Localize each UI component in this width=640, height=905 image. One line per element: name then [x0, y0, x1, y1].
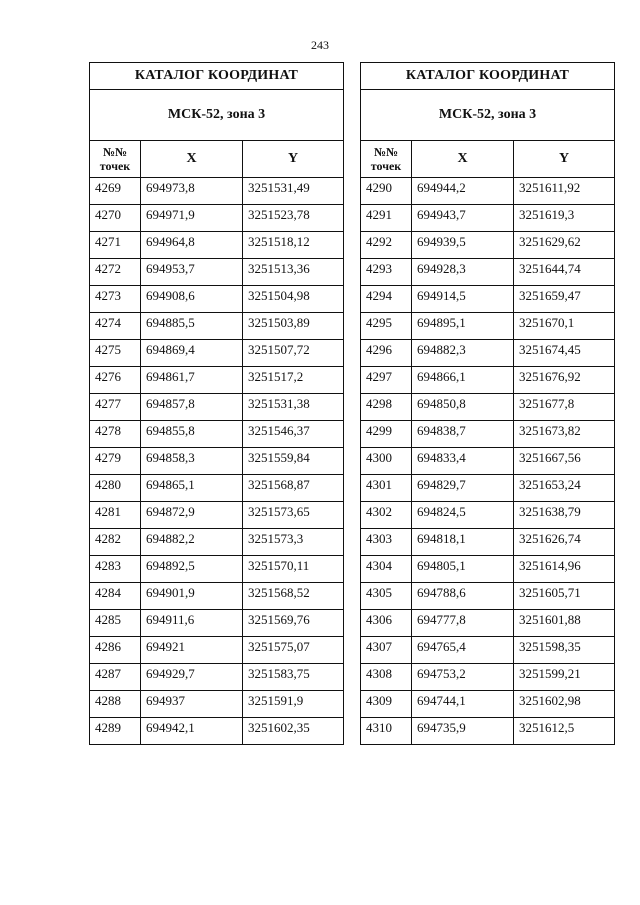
x-coordinate-cell: 694928,3 [412, 259, 514, 286]
table-row [361, 394, 615, 421]
table-row [361, 475, 615, 502]
y-coordinate-cell: 3251638,79 [514, 502, 615, 529]
table-row [361, 313, 615, 340]
x-coordinate-cell: 694937 [141, 691, 243, 718]
y-coordinate-cell: 3251517,2 [243, 367, 344, 394]
x-coordinate-cell: 694929,7 [141, 664, 243, 691]
x-coordinate-cell: 694765,4 [412, 637, 514, 664]
table-row [90, 421, 344, 448]
point-number-cell: 4280 [90, 475, 141, 502]
y-coordinate-cell: 3251598,35 [514, 637, 615, 664]
point-number-header-line1: №№ [102, 145, 128, 159]
point-number-cell: 4279 [90, 448, 141, 475]
y-coordinate-cell: 3251546,37 [243, 421, 344, 448]
x-header: X [141, 141, 243, 178]
x-coordinate-cell: 694777,8 [412, 610, 514, 637]
table-row [361, 502, 615, 529]
table-row [90, 448, 344, 475]
y-coordinate-cell: 3251531,38 [243, 394, 344, 421]
table-row [361, 448, 615, 475]
x-coordinate-cell: 694939,5 [412, 232, 514, 259]
y-coordinate-cell: 3251583,75 [243, 664, 344, 691]
y-coordinate-cell: 3251573,3 [243, 529, 344, 556]
point-number-cell: 4276 [90, 367, 141, 394]
table-row [90, 394, 344, 421]
point-number-cell: 4274 [90, 313, 141, 340]
coordinate-catalog-left [89, 62, 344, 745]
y-coordinate-cell: 3251507,72 [243, 340, 344, 367]
point-number-cell: 4296 [361, 340, 412, 367]
catalog-title: КАТАЛОГ КООРДИНАТ [361, 63, 615, 90]
catalog-body [90, 178, 344, 745]
x-coordinate-cell: 694788,6 [412, 583, 514, 610]
x-coordinate-cell: 694892,5 [141, 556, 243, 583]
y-coordinate-cell: 3251667,56 [514, 448, 615, 475]
x-coordinate-cell: 694943,7 [412, 205, 514, 232]
table-row [361, 286, 615, 313]
y-coordinate-cell: 3251503,89 [243, 313, 344, 340]
page-number: 243 [311, 38, 329, 52]
point-number-cell: 4299 [361, 421, 412, 448]
x-coordinate-cell: 694735,9 [412, 718, 514, 745]
x-coordinate-cell: 694964,8 [141, 232, 243, 259]
x-coordinate-cell: 694818,1 [412, 529, 514, 556]
y-coordinate-cell: 3251626,74 [514, 529, 615, 556]
table-row [361, 637, 615, 664]
point-number-cell: 4288 [90, 691, 141, 718]
table-row [361, 205, 615, 232]
point-number-cell: 4295 [361, 313, 412, 340]
y-coordinate-cell: 3251619,3 [514, 205, 615, 232]
point-number-cell: 4277 [90, 394, 141, 421]
x-coordinate-cell: 694855,8 [141, 421, 243, 448]
x-coordinate-cell: 694944,2 [412, 178, 514, 205]
y-coordinate-cell: 3251676,92 [514, 367, 615, 394]
y-coordinate-cell: 3251612,5 [514, 718, 615, 745]
y-coordinate-cell: 3251523,78 [243, 205, 344, 232]
x-coordinate-cell: 694861,7 [141, 367, 243, 394]
table-row [90, 340, 344, 367]
table-row [90, 664, 344, 691]
table-row [90, 718, 344, 745]
point-number-cell: 4309 [361, 691, 412, 718]
table-row [361, 421, 615, 448]
y-coordinate-cell: 3251644,74 [514, 259, 615, 286]
point-number-cell: 4275 [90, 340, 141, 367]
point-number-cell: 4294 [361, 286, 412, 313]
table-row [361, 340, 615, 367]
y-coordinate-cell: 3251573,65 [243, 502, 344, 529]
x-coordinate-cell: 694858,3 [141, 448, 243, 475]
y-coordinate-cell: 3251677,8 [514, 394, 615, 421]
x-coordinate-cell: 694829,7 [412, 475, 514, 502]
table-row [90, 556, 344, 583]
y-coordinate-cell: 3251611,92 [514, 178, 615, 205]
point-number-cell: 4291 [361, 205, 412, 232]
y-coordinate-cell: 3251575,07 [243, 637, 344, 664]
y-coordinate-cell: 3251602,35 [243, 718, 344, 745]
point-number-header [361, 141, 412, 178]
point-number-cell: 4307 [361, 637, 412, 664]
point-number-cell: 4287 [90, 664, 141, 691]
y-coordinate-cell: 3251614,96 [514, 556, 615, 583]
y-coordinate-cell: 3251569,76 [243, 610, 344, 637]
table-row [90, 475, 344, 502]
x-coordinate-cell: 694805,1 [412, 556, 514, 583]
point-number-cell: 4292 [361, 232, 412, 259]
y-coordinate-cell: 3251531,49 [243, 178, 344, 205]
table-row [361, 232, 615, 259]
point-number-cell: 4273 [90, 286, 141, 313]
table-row [361, 178, 615, 205]
table-row [90, 637, 344, 664]
x-coordinate-cell: 694914,5 [412, 286, 514, 313]
point-number-cell: 4281 [90, 502, 141, 529]
point-number-cell: 4272 [90, 259, 141, 286]
x-coordinate-cell: 694973,8 [141, 178, 243, 205]
table-row [90, 367, 344, 394]
y-coordinate-cell: 3251605,71 [514, 583, 615, 610]
x-coordinate-cell: 694865,1 [141, 475, 243, 502]
point-number-cell: 4298 [361, 394, 412, 421]
catalog-zone: МСК-52, зона 3 [361, 90, 615, 141]
y-coordinate-cell: 3251570,11 [243, 556, 344, 583]
table-row [361, 367, 615, 394]
point-number-cell: 4303 [361, 529, 412, 556]
x-coordinate-cell: 694872,9 [141, 502, 243, 529]
x-coordinate-cell: 694744,1 [412, 691, 514, 718]
point-number-cell: 4269 [90, 178, 141, 205]
point-number-header [90, 141, 141, 178]
table-row [361, 529, 615, 556]
point-number-cell: 4283 [90, 556, 141, 583]
table-row [90, 286, 344, 313]
x-coordinate-cell: 694753,2 [412, 664, 514, 691]
point-number-cell: 4297 [361, 367, 412, 394]
x-coordinate-cell: 694824,5 [412, 502, 514, 529]
point-number-cell: 4285 [90, 610, 141, 637]
x-coordinate-cell: 694953,7 [141, 259, 243, 286]
point-number-cell: 4278 [90, 421, 141, 448]
point-number-cell: 4293 [361, 259, 412, 286]
catalog-zone: МСК-52, зона 3 [90, 90, 344, 141]
point-number-cell: 4302 [361, 502, 412, 529]
x-coordinate-cell: 694971,9 [141, 205, 243, 232]
x-coordinate-cell: 694942,1 [141, 718, 243, 745]
x-coordinate-cell: 694882,2 [141, 529, 243, 556]
x-coordinate-cell: 694850,8 [412, 394, 514, 421]
table-row [90, 178, 344, 205]
y-header: Y [514, 141, 615, 178]
point-number-header-line1: №№ [373, 145, 399, 159]
y-coordinate-cell: 3251559,84 [243, 448, 344, 475]
catalog-title: КАТАЛОГ КООРДИНАТ [90, 63, 344, 90]
y-coordinate-cell: 3251504,98 [243, 286, 344, 313]
y-header: Y [243, 141, 344, 178]
table-row [90, 259, 344, 286]
point-number-cell: 4300 [361, 448, 412, 475]
point-number-header-line2: точек [99, 159, 131, 173]
x-coordinate-cell: 694838,7 [412, 421, 514, 448]
point-number-cell: 4289 [90, 718, 141, 745]
point-number-cell: 4305 [361, 583, 412, 610]
table-row [90, 205, 344, 232]
x-coordinate-cell: 694882,3 [412, 340, 514, 367]
table-row [361, 610, 615, 637]
table-row [361, 556, 615, 583]
point-number-cell: 4284 [90, 583, 141, 610]
x-coordinate-cell: 694833,4 [412, 448, 514, 475]
x-coordinate-cell: 694857,8 [141, 394, 243, 421]
point-number-cell: 4301 [361, 475, 412, 502]
point-number-cell: 4271 [90, 232, 141, 259]
x-coordinate-cell: 694911,6 [141, 610, 243, 637]
x-coordinate-cell: 694895,1 [412, 313, 514, 340]
table-row [90, 502, 344, 529]
y-coordinate-cell: 3251599,21 [514, 664, 615, 691]
y-coordinate-cell: 3251673,82 [514, 421, 615, 448]
point-number-header-line2: точек [370, 159, 402, 173]
x-coordinate-cell: 694908,6 [141, 286, 243, 313]
y-coordinate-cell: 3251629,62 [514, 232, 615, 259]
table-row [361, 718, 615, 745]
x-coordinate-cell: 694901,9 [141, 583, 243, 610]
table-row [361, 259, 615, 286]
coordinate-catalog-right [360, 62, 615, 745]
point-number-cell: 4306 [361, 610, 412, 637]
x-coordinate-cell: 694921 [141, 637, 243, 664]
x-coordinate-cell: 694885,5 [141, 313, 243, 340]
x-coordinate-cell: 694869,4 [141, 340, 243, 367]
table-row [90, 232, 344, 259]
y-coordinate-cell: 3251670,1 [514, 313, 615, 340]
point-number-cell: 4308 [361, 664, 412, 691]
catalog-body [361, 178, 615, 745]
y-coordinate-cell: 3251674,45 [514, 340, 615, 367]
point-number-cell: 4282 [90, 529, 141, 556]
table-row [361, 583, 615, 610]
table-row [90, 691, 344, 718]
point-number-cell: 4304 [361, 556, 412, 583]
x-header: X [412, 141, 514, 178]
y-coordinate-cell: 3251513,36 [243, 259, 344, 286]
table-row [90, 610, 344, 637]
y-coordinate-cell: 3251568,87 [243, 475, 344, 502]
y-coordinate-cell: 3251602,98 [514, 691, 615, 718]
point-number-cell: 4290 [361, 178, 412, 205]
y-coordinate-cell: 3251568,52 [243, 583, 344, 610]
point-number-cell: 4270 [90, 205, 141, 232]
point-number-cell: 4286 [90, 637, 141, 664]
table-row [90, 583, 344, 610]
y-coordinate-cell: 3251591,9 [243, 691, 344, 718]
table-row [90, 313, 344, 340]
y-coordinate-cell: 3251601,88 [514, 610, 615, 637]
y-coordinate-cell: 3251518,12 [243, 232, 344, 259]
x-coordinate-cell: 694866,1 [412, 367, 514, 394]
y-coordinate-cell: 3251653,24 [514, 475, 615, 502]
table-row [361, 664, 615, 691]
point-number-cell: 4310 [361, 718, 412, 745]
table-row [90, 529, 344, 556]
y-coordinate-cell: 3251659,47 [514, 286, 615, 313]
table-row [361, 691, 615, 718]
